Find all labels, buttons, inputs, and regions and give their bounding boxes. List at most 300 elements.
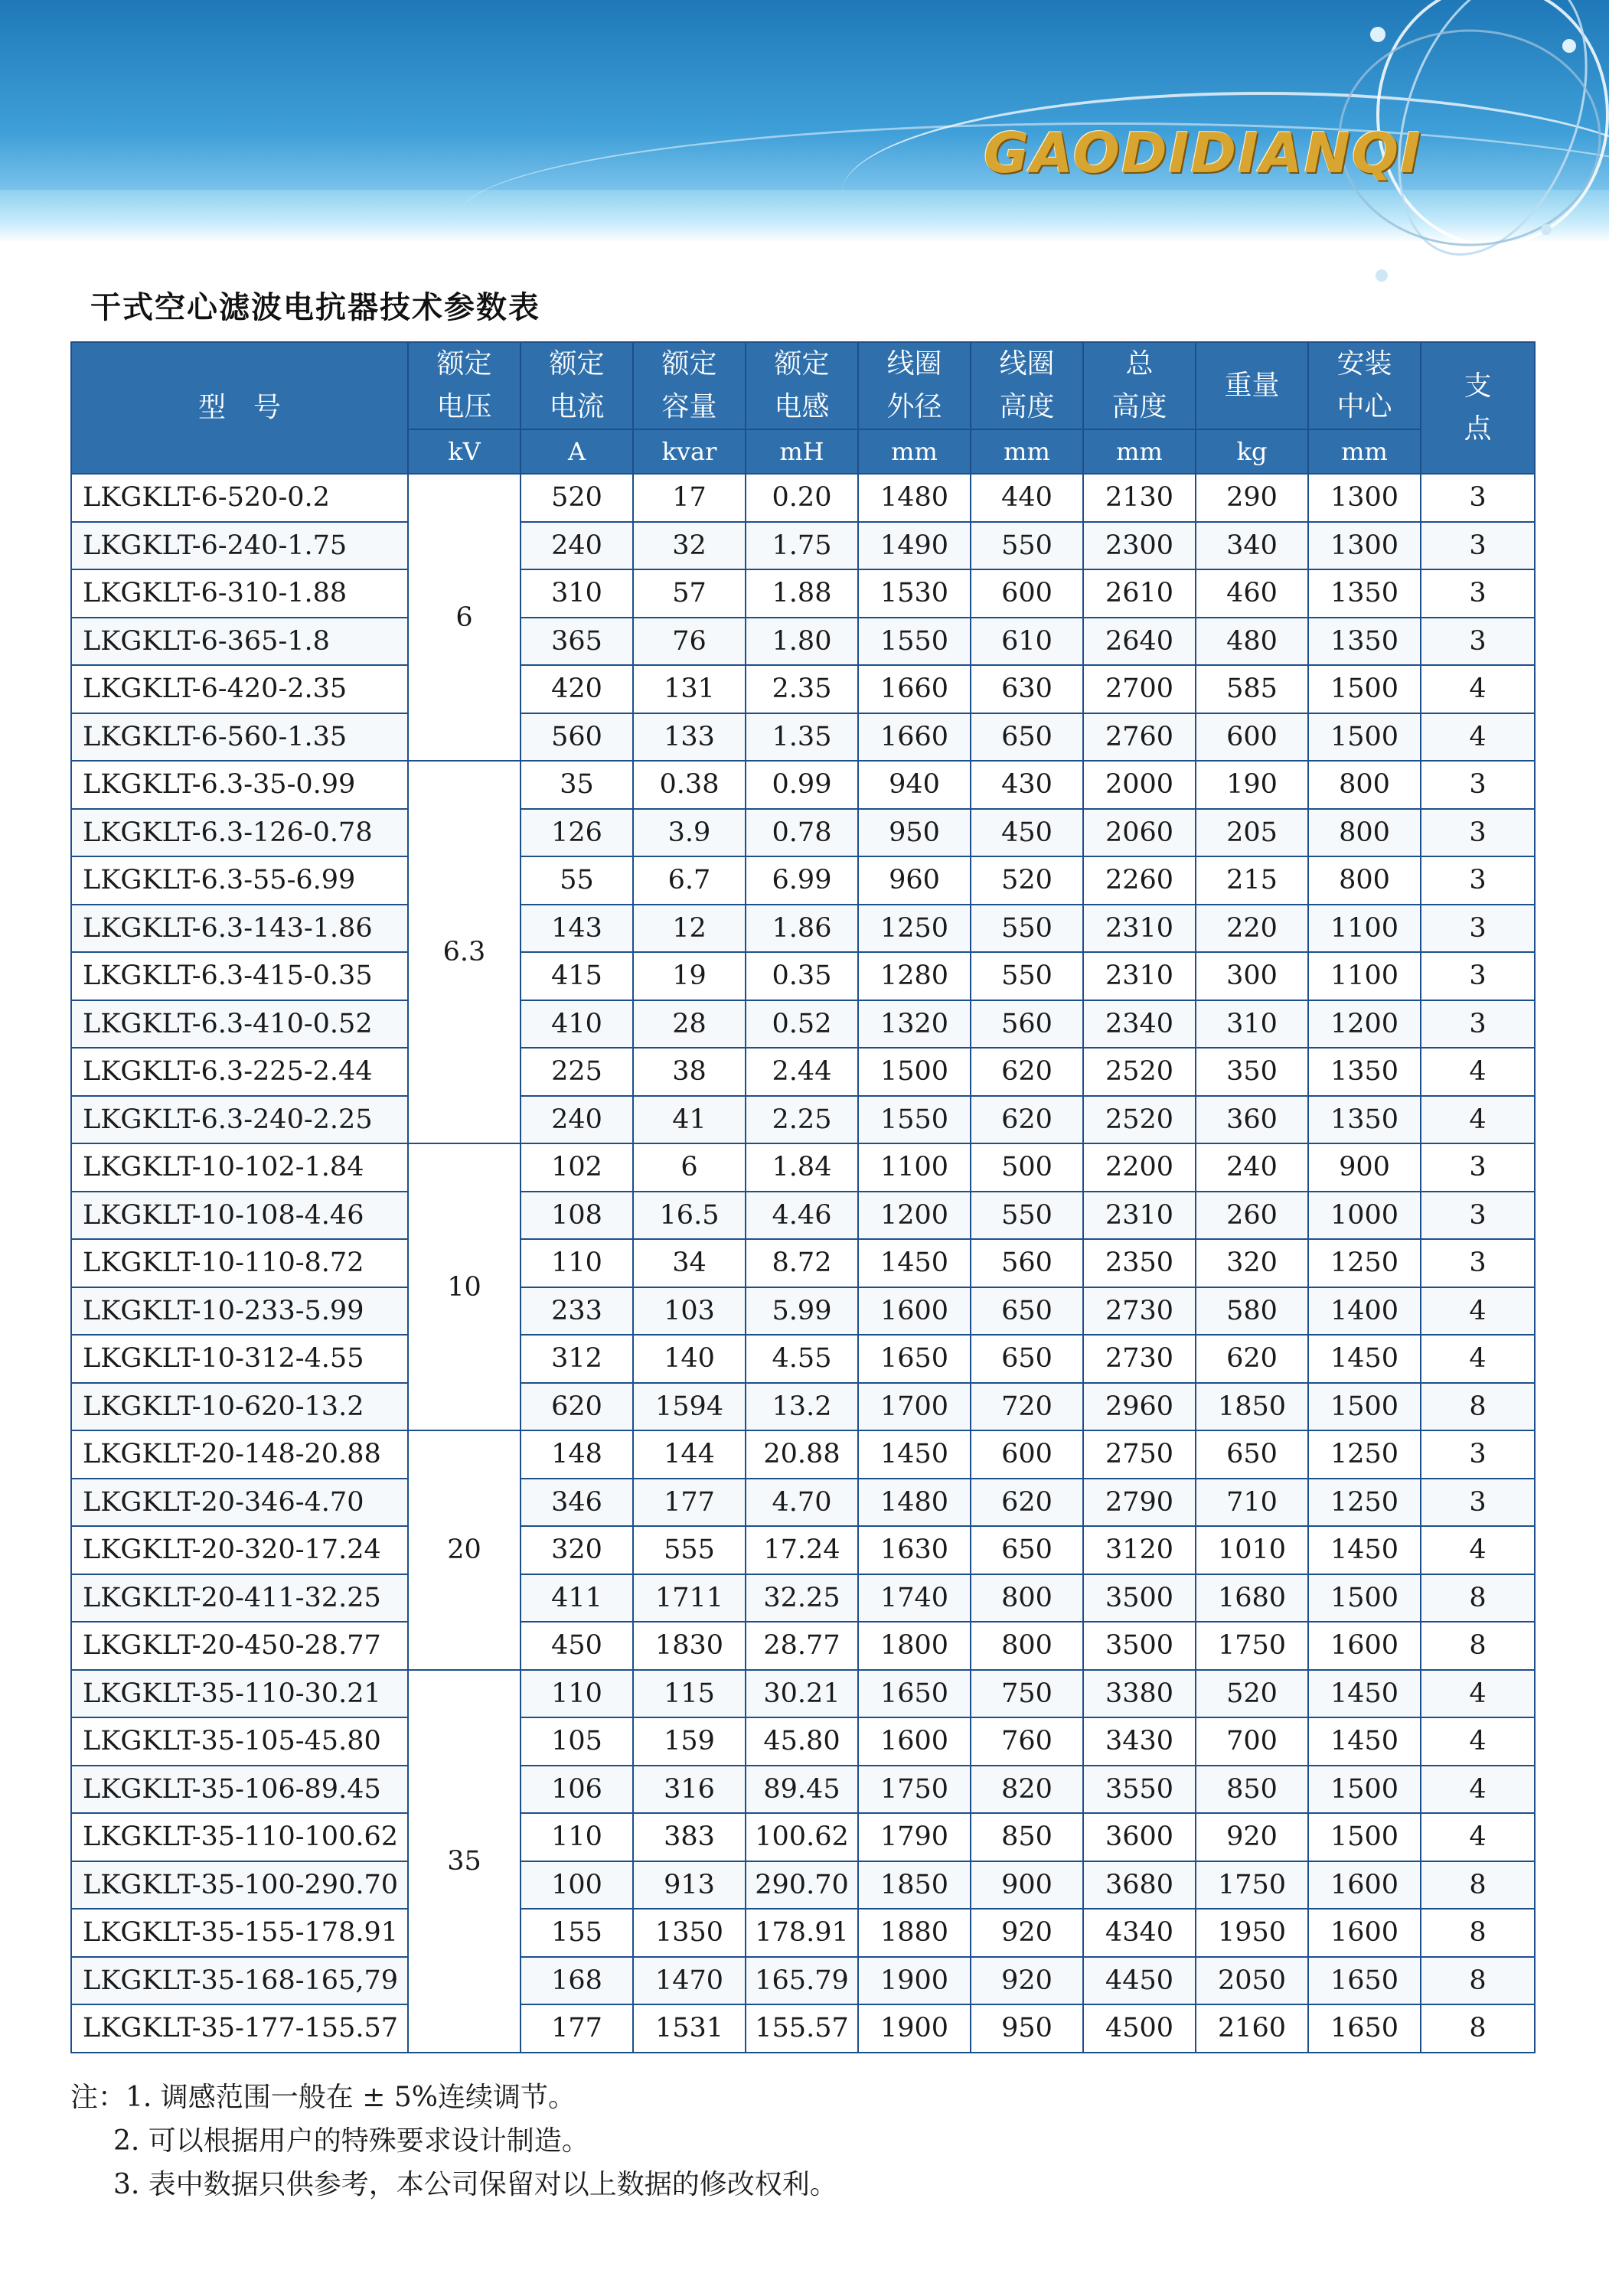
mount-center-cell: 1500 bbox=[1308, 1766, 1421, 1814]
weight-cell: 310 bbox=[1196, 1000, 1308, 1049]
inductance-cell: 0.78 bbox=[746, 809, 858, 857]
current-cell: 143 bbox=[521, 905, 633, 953]
total-height-cell: 2060 bbox=[1083, 809, 1196, 857]
inductance-cell: 1.88 bbox=[746, 569, 858, 618]
total-height-cell: 2760 bbox=[1083, 713, 1196, 762]
header-total-height bbox=[1083, 342, 1196, 429]
outer-dia-cell: 1660 bbox=[858, 665, 971, 713]
coil-height-cell: 920 bbox=[971, 1957, 1083, 2005]
supports-cell: 8 bbox=[1421, 1622, 1535, 1670]
unit-current: A bbox=[521, 429, 633, 474]
inductance-cell: 30.21 bbox=[746, 1670, 858, 1718]
supports-cell: 3 bbox=[1421, 1479, 1535, 1527]
mount-center-cell: 800 bbox=[1308, 761, 1421, 809]
model-cell: LKGKLT-35-155-178.91 bbox=[71, 1909, 408, 1957]
brand-logo-text: GAODIDIANQI bbox=[984, 121, 1422, 185]
weight-cell: 320 bbox=[1196, 1239, 1308, 1287]
inductance-cell: 28.77 bbox=[746, 1622, 858, 1670]
current-cell: 155 bbox=[521, 1909, 633, 1957]
inductance-cell: 89.45 bbox=[746, 1766, 858, 1814]
current-cell: 240 bbox=[521, 1096, 633, 1144]
capacity-cell: 41 bbox=[633, 1096, 746, 1144]
model-cell: LKGKLT-6-240-1.75 bbox=[71, 522, 408, 570]
supports-cell: 3 bbox=[1421, 474, 1535, 522]
supports-cell: 4 bbox=[1421, 1048, 1535, 1096]
mount-center-cell: 1450 bbox=[1308, 1335, 1421, 1383]
capacity-cell: 103 bbox=[633, 1287, 746, 1336]
voltage-cell: 35 bbox=[408, 1670, 521, 2053]
capacity-cell: 131 bbox=[633, 665, 746, 713]
coil-height-cell: 920 bbox=[971, 1909, 1083, 1957]
mount-center-cell: 1450 bbox=[1308, 1670, 1421, 1718]
inductance-cell: 0.35 bbox=[746, 952, 858, 1000]
model-cell: LKGKLT-10-102-1.84 bbox=[71, 1143, 408, 1192]
outer-dia-cell: 1200 bbox=[858, 1192, 971, 1240]
table-row bbox=[71, 1574, 1535, 1623]
total-height-cell: 2340 bbox=[1083, 1000, 1196, 1049]
total-height-cell: 2520 bbox=[1083, 1048, 1196, 1096]
current-cell: 126 bbox=[521, 809, 633, 857]
inductance-cell: 2.25 bbox=[746, 1096, 858, 1144]
supports-cell: 3 bbox=[1421, 856, 1535, 905]
mount-center-cell: 1500 bbox=[1308, 1813, 1421, 1861]
current-cell: 110 bbox=[521, 1670, 633, 1718]
supports-cell: 8 bbox=[1421, 1383, 1535, 1431]
mount-center-cell: 1200 bbox=[1308, 1000, 1421, 1049]
supports-cell: 3 bbox=[1421, 1000, 1535, 1049]
weight-cell: 600 bbox=[1196, 713, 1308, 762]
current-cell: 410 bbox=[521, 1000, 633, 1049]
total-height-cell: 3120 bbox=[1083, 1526, 1196, 1574]
capacity-cell: 1531 bbox=[633, 2004, 746, 2053]
capacity-cell: 1711 bbox=[633, 1574, 746, 1623]
supports-cell: 3 bbox=[1421, 522, 1535, 570]
header-inductance bbox=[746, 342, 858, 429]
mount-center-cell: 1650 bbox=[1308, 1957, 1421, 2005]
header-inductance-line1: 额定 bbox=[774, 348, 830, 380]
model-cell: LKGKLT-10-108-4.46 bbox=[71, 1192, 408, 1240]
coil-height-cell: 750 bbox=[971, 1670, 1083, 1718]
mount-center-cell: 1000 bbox=[1308, 1192, 1421, 1240]
current-cell: 110 bbox=[521, 1239, 633, 1287]
model-cell: LKGKLT-35-177-155.57 bbox=[71, 2004, 408, 2053]
supports-cell: 3 bbox=[1421, 618, 1535, 666]
supports-cell: 4 bbox=[1421, 1813, 1535, 1861]
coil-height-cell: 650 bbox=[971, 1287, 1083, 1336]
outer-dia-cell: 1550 bbox=[858, 618, 971, 666]
header-mount-center-line2: 中心 bbox=[1336, 391, 1392, 422]
header-voltage-line1: 额定 bbox=[436, 348, 492, 380]
page-title: 干式空心滤波电抗器技术参数表 bbox=[90, 290, 540, 325]
total-height-cell: 2700 bbox=[1083, 665, 1196, 713]
table-row bbox=[71, 1287, 1535, 1336]
unit-capacity: kvar bbox=[633, 429, 746, 474]
inductance-cell: 155.57 bbox=[746, 2004, 858, 2053]
coil-height-cell: 720 bbox=[971, 1383, 1083, 1431]
total-height-cell: 3600 bbox=[1083, 1813, 1196, 1861]
weight-cell: 340 bbox=[1196, 522, 1308, 570]
note-1: 注：1. 调感范围一般在 ± 5%连续调节。 bbox=[70, 2082, 576, 2113]
mount-center-cell: 1300 bbox=[1308, 474, 1421, 522]
coil-height-cell: 440 bbox=[971, 474, 1083, 522]
outer-dia-cell: 950 bbox=[858, 809, 971, 857]
header-current bbox=[521, 342, 633, 429]
capacity-cell: 555 bbox=[633, 1526, 746, 1574]
current-cell: 420 bbox=[521, 665, 633, 713]
total-height-cell: 2640 bbox=[1083, 618, 1196, 666]
mount-center-cell: 1250 bbox=[1308, 1479, 1421, 1527]
outer-dia-cell: 1450 bbox=[858, 1430, 971, 1479]
supports-cell: 4 bbox=[1421, 1717, 1535, 1766]
capacity-cell: 1470 bbox=[633, 1957, 746, 2005]
model-cell: LKGKLT-35-110-30.21 bbox=[71, 1670, 408, 1718]
capacity-cell: 19 bbox=[633, 952, 746, 1000]
capacity-cell: 177 bbox=[633, 1479, 746, 1527]
coil-height-cell: 820 bbox=[971, 1766, 1083, 1814]
weight-cell: 240 bbox=[1196, 1143, 1308, 1192]
total-height-cell: 3500 bbox=[1083, 1622, 1196, 1670]
outer-dia-cell: 1880 bbox=[858, 1909, 971, 1957]
supports-cell: 3 bbox=[1421, 952, 1535, 1000]
voltage-cell: 6 bbox=[408, 474, 521, 761]
inductance-cell: 1.86 bbox=[746, 905, 858, 953]
model-cell: LKGKLT-20-346-4.70 bbox=[71, 1479, 408, 1527]
header-current-line1: 额定 bbox=[549, 348, 605, 380]
coil-height-cell: 850 bbox=[971, 1813, 1083, 1861]
total-height-cell: 4340 bbox=[1083, 1909, 1196, 1957]
supports-cell: 4 bbox=[1421, 1287, 1535, 1336]
current-cell: 560 bbox=[521, 713, 633, 762]
model-cell: LKGKLT-6-560-1.35 bbox=[71, 713, 408, 762]
header-total-height-line2: 高度 bbox=[1111, 391, 1167, 422]
coil-height-cell: 550 bbox=[971, 952, 1083, 1000]
table-row bbox=[71, 952, 1535, 1000]
current-cell: 55 bbox=[521, 856, 633, 905]
table-row bbox=[71, 1192, 1535, 1240]
coil-height-cell: 500 bbox=[971, 1143, 1083, 1192]
coil-height-cell: 800 bbox=[971, 1574, 1083, 1623]
weight-cell: 620 bbox=[1196, 1335, 1308, 1383]
supports-cell: 8 bbox=[1421, 1574, 1535, 1623]
outer-dia-cell: 1280 bbox=[858, 952, 971, 1000]
mount-center-cell: 1450 bbox=[1308, 1717, 1421, 1766]
table-row bbox=[71, 856, 1535, 905]
supports-cell: 3 bbox=[1421, 761, 1535, 809]
weight-cell: 650 bbox=[1196, 1430, 1308, 1479]
outer-dia-cell: 1450 bbox=[858, 1239, 971, 1287]
header-mount-center-line1: 安装 bbox=[1336, 348, 1392, 380]
outer-dia-cell: 1850 bbox=[858, 1861, 971, 1910]
outer-dia-cell: 940 bbox=[858, 761, 971, 809]
current-cell: 225 bbox=[521, 1048, 633, 1096]
notes bbox=[70, 2076, 837, 2206]
outer-dia-cell: 1740 bbox=[858, 1574, 971, 1623]
model-cell: LKGKLT-6-520-0.2 bbox=[71, 474, 408, 522]
inductance-cell: 6.99 bbox=[746, 856, 858, 905]
model-cell: LKGKLT-6-365-1.8 bbox=[71, 618, 408, 666]
table-row bbox=[71, 1909, 1535, 1957]
current-cell: 620 bbox=[521, 1383, 633, 1431]
mount-center-cell: 1400 bbox=[1308, 1287, 1421, 1336]
model-cell: LKGKLT-20-320-17.24 bbox=[71, 1526, 408, 1574]
outer-dia-cell: 1660 bbox=[858, 713, 971, 762]
voltage-cell: 20 bbox=[408, 1430, 521, 1670]
coil-height-cell: 650 bbox=[971, 1335, 1083, 1383]
outer-dia-cell: 1480 bbox=[858, 474, 971, 522]
unit-coil-height: mm bbox=[971, 429, 1083, 474]
unit-weight: kg bbox=[1196, 429, 1308, 474]
total-height-cell: 2730 bbox=[1083, 1287, 1196, 1336]
coil-height-cell: 620 bbox=[971, 1096, 1083, 1144]
unit-outer-dia: mm bbox=[858, 429, 971, 474]
coil-height-cell: 550 bbox=[971, 905, 1083, 953]
table-row bbox=[71, 1957, 1535, 2005]
inductance-cell: 2.44 bbox=[746, 1048, 858, 1096]
capacity-cell: 32 bbox=[633, 522, 746, 570]
header-capacity-line2: 容量 bbox=[661, 391, 717, 422]
table-row bbox=[71, 522, 1535, 570]
supports-cell: 4 bbox=[1421, 713, 1535, 762]
unit-inductance: mH bbox=[746, 429, 858, 474]
model-cell: LKGKLT-6.3-410-0.52 bbox=[71, 1000, 408, 1049]
capacity-cell: 133 bbox=[633, 713, 746, 762]
outer-dia-cell: 1550 bbox=[858, 1096, 971, 1144]
outer-dia-cell: 1790 bbox=[858, 1813, 971, 1861]
table-row bbox=[71, 1861, 1535, 1910]
outer-dia-cell: 960 bbox=[858, 856, 971, 905]
table-row bbox=[71, 905, 1535, 953]
table-row bbox=[71, 569, 1535, 618]
capacity-cell: 57 bbox=[633, 569, 746, 618]
total-height-cell: 2000 bbox=[1083, 761, 1196, 809]
outer-dia-cell: 1530 bbox=[858, 569, 971, 618]
table-row bbox=[71, 1670, 1535, 1718]
inductance-cell: 100.62 bbox=[746, 1813, 858, 1861]
inductance-cell: 4.46 bbox=[746, 1192, 858, 1240]
capacity-cell: 0.38 bbox=[633, 761, 746, 809]
header-outer-dia bbox=[858, 342, 971, 429]
inductance-cell: 17.24 bbox=[746, 1526, 858, 1574]
mount-center-cell: 1600 bbox=[1308, 1861, 1421, 1910]
capacity-cell: 316 bbox=[633, 1766, 746, 1814]
coil-height-cell: 620 bbox=[971, 1048, 1083, 1096]
current-cell: 102 bbox=[521, 1143, 633, 1192]
capacity-cell: 383 bbox=[633, 1813, 746, 1861]
weight-cell: 1680 bbox=[1196, 1574, 1308, 1623]
table-row bbox=[71, 1430, 1535, 1479]
current-cell: 415 bbox=[521, 952, 633, 1000]
coil-height-cell: 760 bbox=[971, 1717, 1083, 1766]
weight-cell: 585 bbox=[1196, 665, 1308, 713]
weight-cell: 710 bbox=[1196, 1479, 1308, 1527]
coil-height-cell: 630 bbox=[971, 665, 1083, 713]
mount-center-cell: 900 bbox=[1308, 1143, 1421, 1192]
table-row bbox=[71, 618, 1535, 666]
total-height-cell: 4500 bbox=[1083, 2004, 1196, 2053]
mount-center-cell: 1500 bbox=[1308, 713, 1421, 762]
model-cell: LKGKLT-35-105-45.80 bbox=[71, 1717, 408, 1766]
inductance-cell: 20.88 bbox=[746, 1430, 858, 1479]
table-row bbox=[71, 1000, 1535, 1049]
unit-mount-center: mm bbox=[1308, 429, 1421, 474]
total-height-cell: 2350 bbox=[1083, 1239, 1196, 1287]
supports-cell: 4 bbox=[1421, 1526, 1535, 1574]
header-outer-dia-line2: 外径 bbox=[886, 391, 942, 422]
table-row bbox=[71, 1096, 1535, 1144]
current-cell: 240 bbox=[521, 522, 633, 570]
table-row bbox=[71, 761, 1535, 809]
weight-cell: 700 bbox=[1196, 1717, 1308, 1766]
mount-center-cell: 1500 bbox=[1308, 1383, 1421, 1431]
coil-height-cell: 430 bbox=[971, 761, 1083, 809]
inductance-cell: 4.55 bbox=[746, 1335, 858, 1383]
header-capacity bbox=[633, 342, 746, 429]
model-cell: LKGKLT-6.3-143-1.86 bbox=[71, 905, 408, 953]
coil-height-cell: 650 bbox=[971, 1526, 1083, 1574]
inductance-cell: 1.35 bbox=[746, 713, 858, 762]
inductance-cell: 13.2 bbox=[746, 1383, 858, 1431]
total-height-cell: 3430 bbox=[1083, 1717, 1196, 1766]
outer-dia-cell: 1320 bbox=[858, 1000, 971, 1049]
voltage-cell: 10 bbox=[408, 1143, 521, 1430]
capacity-cell: 913 bbox=[633, 1861, 746, 1910]
inductance-cell: 0.20 bbox=[746, 474, 858, 522]
header-supports-line1: 支 bbox=[1464, 370, 1492, 402]
weight-cell: 215 bbox=[1196, 856, 1308, 905]
model-cell: LKGKLT-20-411-32.25 bbox=[71, 1574, 408, 1623]
outer-dia-cell: 1650 bbox=[858, 1670, 971, 1718]
outer-dia-cell: 1900 bbox=[858, 1957, 971, 2005]
capacity-cell: 12 bbox=[633, 905, 746, 953]
spec-table-body bbox=[71, 474, 1535, 2053]
supports-cell: 4 bbox=[1421, 1335, 1535, 1383]
header-weight: 重量 bbox=[1196, 342, 1308, 429]
inductance-cell: 32.25 bbox=[746, 1574, 858, 1623]
table-row bbox=[71, 1766, 1535, 1814]
model-cell: LKGKLT-6.3-415-0.35 bbox=[71, 952, 408, 1000]
current-cell: 310 bbox=[521, 569, 633, 618]
total-height-cell: 2260 bbox=[1083, 856, 1196, 905]
model-cell: LKGKLT-35-100-290.70 bbox=[71, 1861, 408, 1910]
spec-table bbox=[70, 341, 1536, 2053]
total-height-cell: 4450 bbox=[1083, 1957, 1196, 2005]
inductance-cell: 290.70 bbox=[746, 1861, 858, 1910]
mount-center-cell: 1650 bbox=[1308, 2004, 1421, 2053]
capacity-cell: 1594 bbox=[633, 1383, 746, 1431]
model-cell: LKGKLT-10-312-4.55 bbox=[71, 1335, 408, 1383]
header-outer-dia-line1: 线圈 bbox=[886, 348, 942, 380]
coil-height-cell: 560 bbox=[971, 1239, 1083, 1287]
voltage-cell: 6.3 bbox=[408, 761, 521, 1143]
table-row bbox=[71, 1717, 1535, 1766]
table-row bbox=[71, 474, 1535, 522]
coil-height-cell: 550 bbox=[971, 1192, 1083, 1240]
table-row bbox=[71, 1143, 1535, 1192]
weight-cell: 220 bbox=[1196, 905, 1308, 953]
unit-total-height: mm bbox=[1083, 429, 1196, 474]
mount-center-cell: 1600 bbox=[1308, 1909, 1421, 1957]
header-model: 型 号 bbox=[71, 342, 408, 474]
model-cell: LKGKLT-6.3-35-0.99 bbox=[71, 761, 408, 809]
model-cell: LKGKLT-35-168-165,79 bbox=[71, 1957, 408, 2005]
total-height-cell: 3680 bbox=[1083, 1861, 1196, 1910]
total-height-cell: 2730 bbox=[1083, 1335, 1196, 1383]
inductance-cell: 4.70 bbox=[746, 1479, 858, 1527]
model-cell: LKGKLT-35-106-89.45 bbox=[71, 1766, 408, 1814]
total-height-cell: 3550 bbox=[1083, 1766, 1196, 1814]
table-row bbox=[71, 1383, 1535, 1431]
total-height-cell: 2750 bbox=[1083, 1430, 1196, 1479]
capacity-cell: 16.5 bbox=[633, 1192, 746, 1240]
weight-cell: 260 bbox=[1196, 1192, 1308, 1240]
capacity-cell: 28 bbox=[633, 1000, 746, 1049]
inductance-cell: 178.91 bbox=[746, 1909, 858, 1957]
weight-cell: 350 bbox=[1196, 1048, 1308, 1096]
current-cell: 105 bbox=[521, 1717, 633, 1766]
capacity-cell: 115 bbox=[633, 1670, 746, 1718]
model-cell: LKGKLT-6-420-2.35 bbox=[71, 665, 408, 713]
capacity-cell: 1350 bbox=[633, 1909, 746, 1957]
outer-dia-cell: 1600 bbox=[858, 1717, 971, 1766]
current-cell: 411 bbox=[521, 1574, 633, 1623]
total-height-cell: 2790 bbox=[1083, 1479, 1196, 1527]
model-cell: LKGKLT-6.3-240-2.25 bbox=[71, 1096, 408, 1144]
supports-cell: 8 bbox=[1421, 2004, 1535, 2053]
capacity-cell: 140 bbox=[633, 1335, 746, 1383]
mount-center-cell: 1300 bbox=[1308, 522, 1421, 570]
supports-cell: 3 bbox=[1421, 809, 1535, 857]
header-inductance-line2: 电感 bbox=[774, 391, 830, 422]
total-height-cell: 2610 bbox=[1083, 569, 1196, 618]
supports-cell: 4 bbox=[1421, 665, 1535, 713]
model-cell: LKGKLT-6.3-225-2.44 bbox=[71, 1048, 408, 1096]
coil-height-cell: 950 bbox=[971, 2004, 1083, 2053]
coil-height-cell: 560 bbox=[971, 1000, 1083, 1049]
coil-height-cell: 650 bbox=[971, 713, 1083, 762]
table-row bbox=[71, 1813, 1535, 1861]
inductance-cell: 1.84 bbox=[746, 1143, 858, 1192]
outer-dia-cell: 1700 bbox=[858, 1383, 971, 1431]
current-cell: 106 bbox=[521, 1766, 633, 1814]
header-voltage-line2: 电压 bbox=[436, 391, 492, 422]
capacity-cell: 144 bbox=[633, 1430, 746, 1479]
table-row bbox=[71, 1048, 1535, 1096]
mount-center-cell: 1100 bbox=[1308, 905, 1421, 953]
inductance-cell: 8.72 bbox=[746, 1239, 858, 1287]
current-cell: 365 bbox=[521, 618, 633, 666]
weight-cell: 1750 bbox=[1196, 1622, 1308, 1670]
outer-dia-cell: 1250 bbox=[858, 905, 971, 953]
coil-height-cell: 900 bbox=[971, 1861, 1083, 1910]
mount-center-cell: 800 bbox=[1308, 809, 1421, 857]
outer-dia-cell: 1600 bbox=[858, 1287, 971, 1336]
weight-cell: 360 bbox=[1196, 1096, 1308, 1144]
inductance-cell: 5.99 bbox=[746, 1287, 858, 1336]
supports-cell: 3 bbox=[1421, 1143, 1535, 1192]
header-total-height-line1: 总 bbox=[1125, 348, 1154, 380]
capacity-cell: 1830 bbox=[633, 1622, 746, 1670]
coil-height-cell: 600 bbox=[971, 1430, 1083, 1479]
table-row bbox=[71, 1479, 1535, 1527]
weight-cell: 300 bbox=[1196, 952, 1308, 1000]
mount-center-cell: 1600 bbox=[1308, 1622, 1421, 1670]
outer-dia-cell: 1750 bbox=[858, 1766, 971, 1814]
unit-voltage: kV bbox=[408, 429, 521, 474]
header-supports bbox=[1421, 342, 1535, 474]
supports-cell: 3 bbox=[1421, 905, 1535, 953]
capacity-cell: 38 bbox=[633, 1048, 746, 1096]
coil-height-cell: 550 bbox=[971, 522, 1083, 570]
